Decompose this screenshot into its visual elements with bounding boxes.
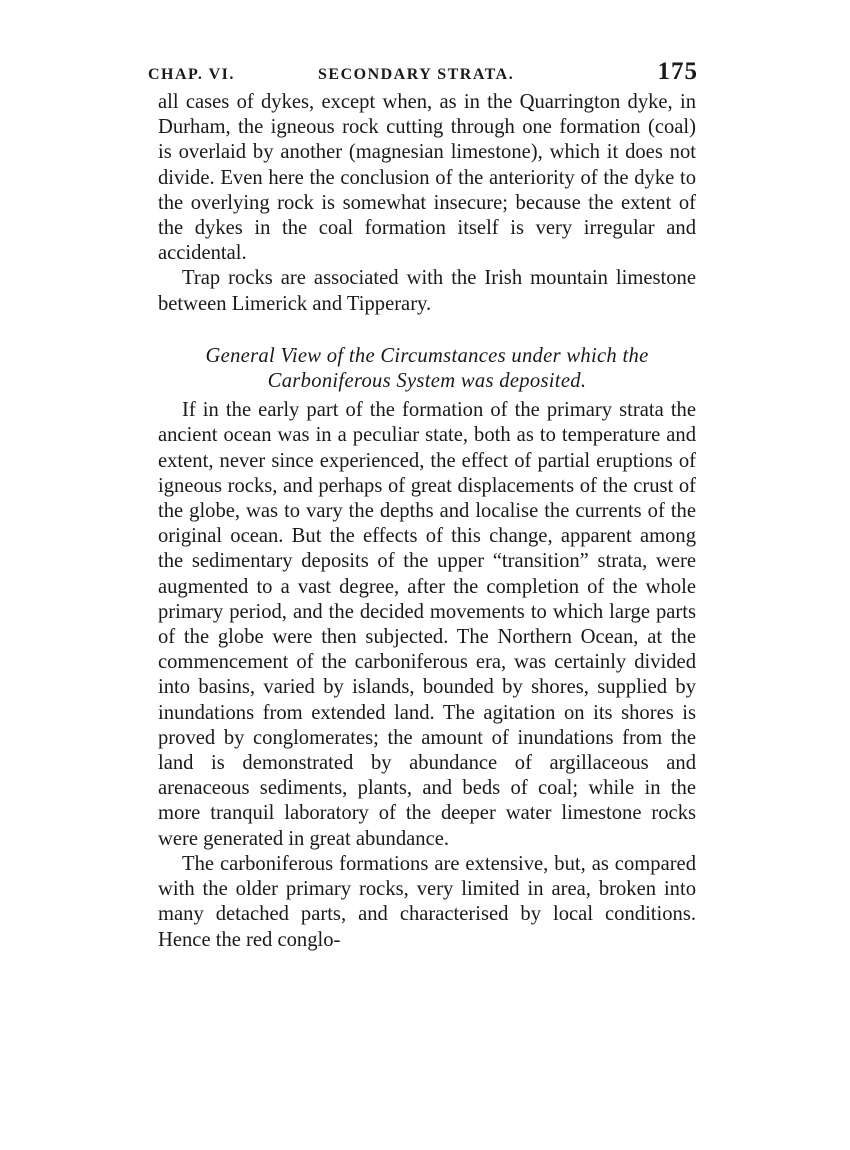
running-title: SECONDARY STRATA. (318, 66, 515, 83)
section-heading (158, 344, 696, 394)
page-number: 175 (657, 58, 698, 85)
book-page (148, 58, 698, 953)
section-heading-line-1: General View of the Circumstances under which the (205, 344, 649, 367)
paragraph-carboniferous-formations: The carboniferous formations are extensive, but, as compared with the older primary rocks, very limited in area, broken into many detached parts, and characterised by local conditions. Hence the red conglo- (158, 852, 696, 951)
chapter-label: CHAP. VI. (148, 66, 235, 83)
running-head (148, 58, 698, 90)
paragraph-dykes: all cases of dykes, except when, as in the Quarrington dyke, in Durham, the igneous rock cutting through one formation (coal) is overlaid by another (magnesian limestone), which it does not divide. Even here the conclusion of the anteriority of the dyke to the overlying rock is somewhat insecure; because the extent of the dykes in the coal formation itself is very irregular and accidental. (158, 91, 696, 265)
paragraph-trap-rocks: Trap rocks are associated with the Irish mountain limestone between Limerick and Tipperary. (158, 267, 696, 315)
section-heading-line-2: Carboniferous System was deposited. (267, 370, 587, 393)
paragraph-primary-strata: If in the early part of the formation of the primary strata the ancient ocean was in a peculiar state, both as to temperature and extent, never since experienced, the effect of partial eruptions of igneous rocks, and perhaps of great displacements of the crust of the globe, was to vary the depths and localise the currents of the original ocean. But the effects of this change, apparent among the sedimentary deposits of the upper “transition” strata, were augmented to a vast degree, after the completion of the whole primary period, and the decided movements to which large parts of the globe were then subjected. The Northern Ocean, at the commencement of the carboniferous era, was certainly divided into basins, varied by islands, bounded by shores, supplied by inundations from extended land. The agitation on its shores is proved by conglomerates; the amount of inundations from the land is demonstrated by abundance of argillaceous and arenaceous sediments, plants, and beds of coal; while in the more tranquil laboratory of the deeper water limestone rocks were generated in great abundance. (158, 399, 696, 850)
